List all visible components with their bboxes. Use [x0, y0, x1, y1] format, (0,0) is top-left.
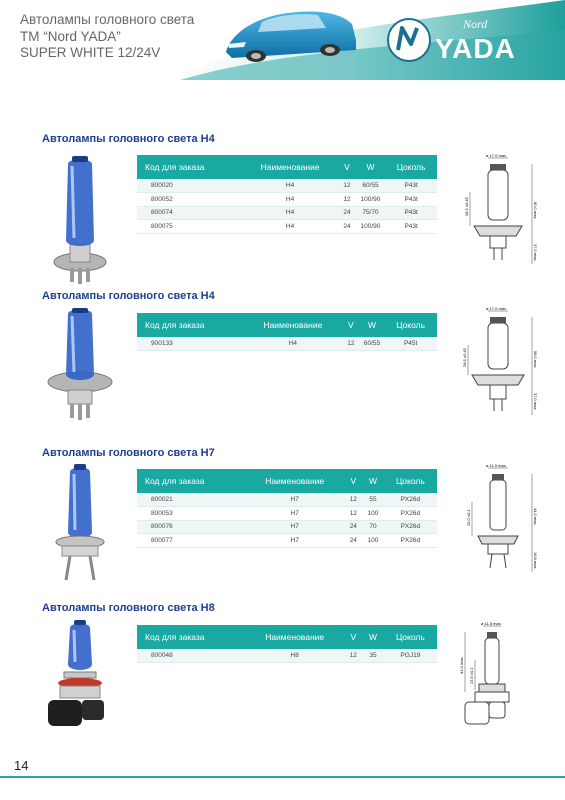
diagram-label: 23.5 ±0.1 [469, 667, 474, 684]
table-header-row [137, 469, 437, 493]
h7-lamp-image [40, 462, 120, 597]
cell-name: H4 [244, 337, 342, 351]
cell-order-code: 800020 [137, 179, 242, 193]
col-header-order-code: Код для заказа [137, 469, 245, 493]
col-header-order-code: Код для заказа [137, 313, 244, 337]
diagram-label: 25.0 ±0.1 [466, 509, 471, 526]
table-row [137, 534, 437, 548]
table-row [137, 337, 437, 351]
table-row [137, 520, 437, 534]
cell-name: H7 [245, 507, 344, 521]
cell-voltage: 24 [344, 534, 362, 548]
footer-divider [0, 776, 565, 778]
cell-wattage: 60/55 [360, 337, 385, 351]
cell-voltage: 12 [338, 179, 355, 193]
lamp-spec-table [137, 625, 437, 663]
cell-voltage: 12 [342, 337, 360, 351]
cell-base: P43t [385, 193, 437, 207]
section-title: Автолампы головного света H4 [42, 133, 215, 145]
cell-wattage: 100 [362, 507, 383, 521]
cell-base: PX26d [384, 520, 437, 534]
cell-wattage: 55 [362, 493, 383, 507]
col-header-order-code: Код для заказа [137, 625, 245, 649]
cell-voltage: 24 [344, 520, 362, 534]
col-header-voltage: V [344, 469, 362, 493]
cell-order-code: 800075 [137, 220, 242, 234]
table-row [137, 493, 437, 507]
lamp-spec-table [137, 155, 437, 234]
diagram-label: 41.0 max. [459, 656, 464, 674]
cell-name: H4 [242, 179, 339, 193]
col-header-name: Наименование [245, 625, 344, 649]
diagram-label: 37.0 max. [533, 393, 538, 411]
cell-voltage: 12 [338, 193, 355, 207]
diagram-label: ø 11.5 max. [481, 621, 502, 626]
col-header-name: Наименование [242, 155, 339, 179]
col-header-voltage: V [344, 625, 362, 649]
cell-wattage: 100/90 [356, 193, 386, 207]
lamp-spec-table [137, 469, 437, 548]
table-header-row [137, 313, 437, 337]
cell-order-code: 900133 [137, 337, 244, 351]
table-header-row [137, 625, 437, 649]
section-title: Автолампы головного света H7 [42, 447, 215, 459]
h4-lamp-image [40, 152, 120, 287]
logo-brand-top: Nord [463, 17, 488, 31]
header-title-line: SUPER WHITE 12/24V [20, 45, 161, 60]
cell-wattage: 75/70 [356, 206, 386, 220]
col-header-name: Наименование [244, 313, 342, 337]
cell-base: P43t [385, 220, 437, 234]
diagram-label: 28.5 ±0.45 [462, 348, 467, 367]
logo-brand-main: YADA [435, 33, 516, 64]
cell-order-code: 800077 [137, 534, 245, 548]
page-header [0, 0, 565, 80]
header-title [20, 12, 194, 62]
h8-lamp-image [40, 620, 120, 755]
col-header-base: Цоколь [384, 313, 437, 337]
cell-name: H7 [245, 520, 344, 534]
h4-lamp-image [40, 308, 120, 443]
cell-voltage: 12 [344, 507, 362, 521]
section-title: Автолампы головного света H4 [42, 290, 215, 302]
col-header-order-code: Код для заказа [137, 155, 242, 179]
diagram-label: ø 11.0 max. [486, 463, 507, 468]
diagram-label: ø 17.0 max. [486, 153, 508, 158]
cell-name: H8 [245, 649, 344, 663]
col-header-base: Цоколь [384, 469, 437, 493]
col-header-wattage: W [362, 469, 383, 493]
cell-wattage: 35 [362, 649, 383, 663]
cell-wattage: 100/90 [356, 220, 386, 234]
diagram-label: 37.0 max. [533, 244, 538, 262]
cell-order-code: 800052 [137, 193, 242, 207]
header-title-line: ТМ “Nord YADA” [20, 28, 121, 44]
table-row [137, 507, 437, 521]
col-header-name: Наименование [245, 469, 344, 493]
section-title: Автолампы головного света H8 [42, 602, 215, 614]
cell-wattage: 100 [362, 534, 383, 548]
h8-dimension-diagram [455, 620, 540, 740]
cell-base: PX26d [384, 493, 437, 507]
col-header-wattage: W [360, 313, 385, 337]
cell-voltage: 12 [344, 493, 362, 507]
cell-base: PX26d [384, 534, 437, 548]
cell-order-code: 800053 [137, 507, 245, 521]
cell-base: P43t [385, 179, 437, 193]
col-header-base: Цоколь [384, 625, 437, 649]
diagram-label: ø 17.0 max. [486, 306, 508, 311]
cell-base: P43t [385, 206, 437, 220]
cell-name: H7 [245, 534, 344, 548]
page-number: 14 [14, 758, 29, 773]
table-row [137, 193, 437, 207]
diagram-label: 16.8 max. [533, 552, 538, 570]
table-row [137, 206, 437, 220]
cell-wattage: 70 [362, 520, 383, 534]
cell-voltage: 24 [338, 206, 355, 220]
cell-order-code: 800076 [137, 520, 245, 534]
table-row [137, 220, 437, 234]
h7-dimension-diagram [462, 462, 547, 582]
nord-yada-logo [385, 14, 545, 66]
cell-voltage: 12 [344, 649, 362, 663]
col-header-base: Цоколь [385, 155, 437, 179]
diagram-label: 28.5 ±0.45 [464, 197, 469, 216]
diagram-label: 60.0 max. [533, 202, 538, 220]
cell-order-code: 800074 [137, 206, 242, 220]
table-header-row [137, 155, 437, 179]
table-row [137, 179, 437, 193]
cell-base: P45t [384, 337, 437, 351]
diagram-label: 44.0 max. [533, 508, 538, 526]
col-header-wattage: W [356, 155, 386, 179]
table-row [137, 649, 437, 663]
cell-base: PGJ19 [384, 649, 437, 663]
col-header-voltage: V [342, 313, 360, 337]
header-title-line: Автолампы головного света [20, 12, 195, 27]
h4-dimension-diagram [462, 152, 547, 272]
lamp-spec-table [137, 313, 437, 351]
cell-name: H7 [245, 493, 344, 507]
cell-base: PX26d [384, 507, 437, 521]
col-header-voltage: V [338, 155, 355, 179]
cell-order-code: 800048 [137, 649, 245, 663]
cell-name: H4 [242, 206, 339, 220]
cell-voltage: 24 [338, 220, 355, 234]
col-header-wattage: W [362, 625, 383, 649]
cell-name: H4 [242, 193, 339, 207]
cell-order-code: 800021 [137, 493, 245, 507]
cell-wattage: 60/55 [356, 179, 386, 193]
cell-name: H4 [242, 220, 339, 234]
h4-dimension-diagram [462, 305, 547, 425]
diagram-label: 58.0 max. [533, 351, 538, 369]
